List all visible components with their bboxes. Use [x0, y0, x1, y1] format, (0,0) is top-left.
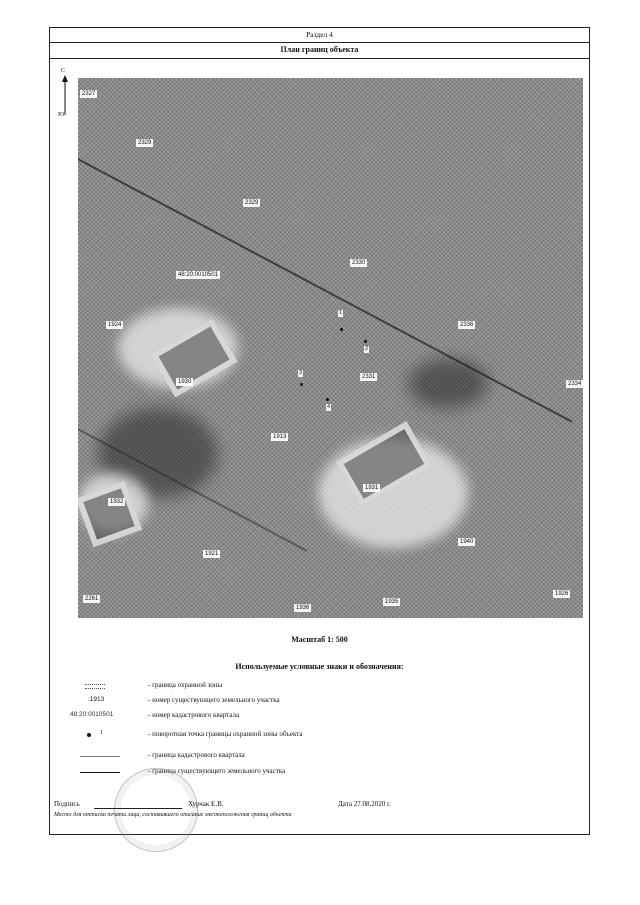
- turning-point-marker: [364, 340, 367, 343]
- parcel-label: 2329: [245, 200, 259, 206]
- parcel-label: 1940: [460, 539, 474, 545]
- legend-text: - номер кадастрового квартала: [148, 711, 240, 719]
- parcel-label: 1921: [205, 551, 219, 557]
- parcel-label: 2331: [362, 374, 376, 380]
- legend-item: [50, 710, 589, 722]
- legend-text: - граница кадастрового квартала: [148, 751, 245, 759]
- signature-date: Дата 27.08.2020 г.: [338, 800, 391, 808]
- quarter-boundary-symbol: [70, 750, 140, 762]
- legend-title: Используемые условные знаки и обозначения:: [235, 662, 404, 671]
- satellite-map: [78, 78, 583, 618]
- parcel-label: 1936: [296, 605, 310, 611]
- compass-north-label: С: [61, 68, 66, 74]
- page-title: План границ объекта: [50, 42, 589, 59]
- parcel-label: 1930: [178, 379, 192, 385]
- legend-text: - граница существующего земельного участка: [148, 767, 286, 775]
- legend-item: [50, 680, 589, 692]
- turning-point-icon: [87, 733, 91, 737]
- legend-item: [50, 729, 589, 741]
- parcel-label: 2261: [85, 596, 99, 602]
- map-scale: Масштаб 1: 500: [291, 635, 348, 644]
- parcel-label: 1926: [555, 591, 569, 597]
- parcel-label: 2327: [82, 91, 96, 97]
- parcel-label: 2336: [460, 322, 474, 328]
- legend-text: - граница охранной зоны: [148, 681, 223, 689]
- zone-boundary-symbol: [70, 680, 140, 692]
- parcel-label: 2334: [568, 381, 582, 387]
- stamp-note: Место для оттиска печати лица, составившего описание местоположения границ объекта: [54, 812, 292, 818]
- parcel-label: 2330: [352, 260, 366, 266]
- document-frame: [49, 27, 590, 835]
- legend-item: [50, 695, 589, 707]
- signature-line: [94, 808, 182, 809]
- parcel-label: 1924: [108, 322, 122, 328]
- turning-point-sample: 1: [100, 730, 103, 736]
- quarter-number-sample: 48:20:0010501: [70, 711, 114, 718]
- parcel-number-sample: :1913: [88, 696, 105, 703]
- signature-block: [54, 800, 574, 808]
- north-arrow-icon: [58, 75, 72, 117]
- parcel-label: 1931: [365, 485, 379, 491]
- section-header: Раздел 4: [50, 28, 589, 43]
- compass: [58, 68, 72, 124]
- compass-south-label: Ю: [58, 112, 65, 118]
- parcel-label: 1935: [385, 599, 399, 605]
- turning-point-marker: [340, 328, 343, 331]
- parcel-label: 1913: [273, 434, 287, 440]
- legend-text: - поворотная точка границы охранной зоны объекта: [148, 730, 303, 738]
- turning-point-label: 3: [299, 370, 303, 376]
- signer-name: Хурчак Е.В.: [188, 800, 224, 808]
- legend-item: [50, 750, 589, 762]
- quarter-label: 48:20:0010501: [178, 272, 219, 278]
- seal-stamp: [114, 768, 198, 852]
- turning-point-label: 2: [365, 346, 369, 352]
- signature-label: Подпись: [54, 800, 80, 808]
- turning-point-marker: [326, 398, 329, 401]
- turning-point-label: 1: [339, 310, 343, 316]
- parcel-label: 1932: [110, 499, 124, 505]
- turning-point-label: 4: [327, 404, 331, 410]
- legend-text: - номер существующего земельного участка: [148, 696, 280, 704]
- parcel-label: 2329: [138, 140, 152, 146]
- turning-point-marker: [300, 383, 303, 386]
